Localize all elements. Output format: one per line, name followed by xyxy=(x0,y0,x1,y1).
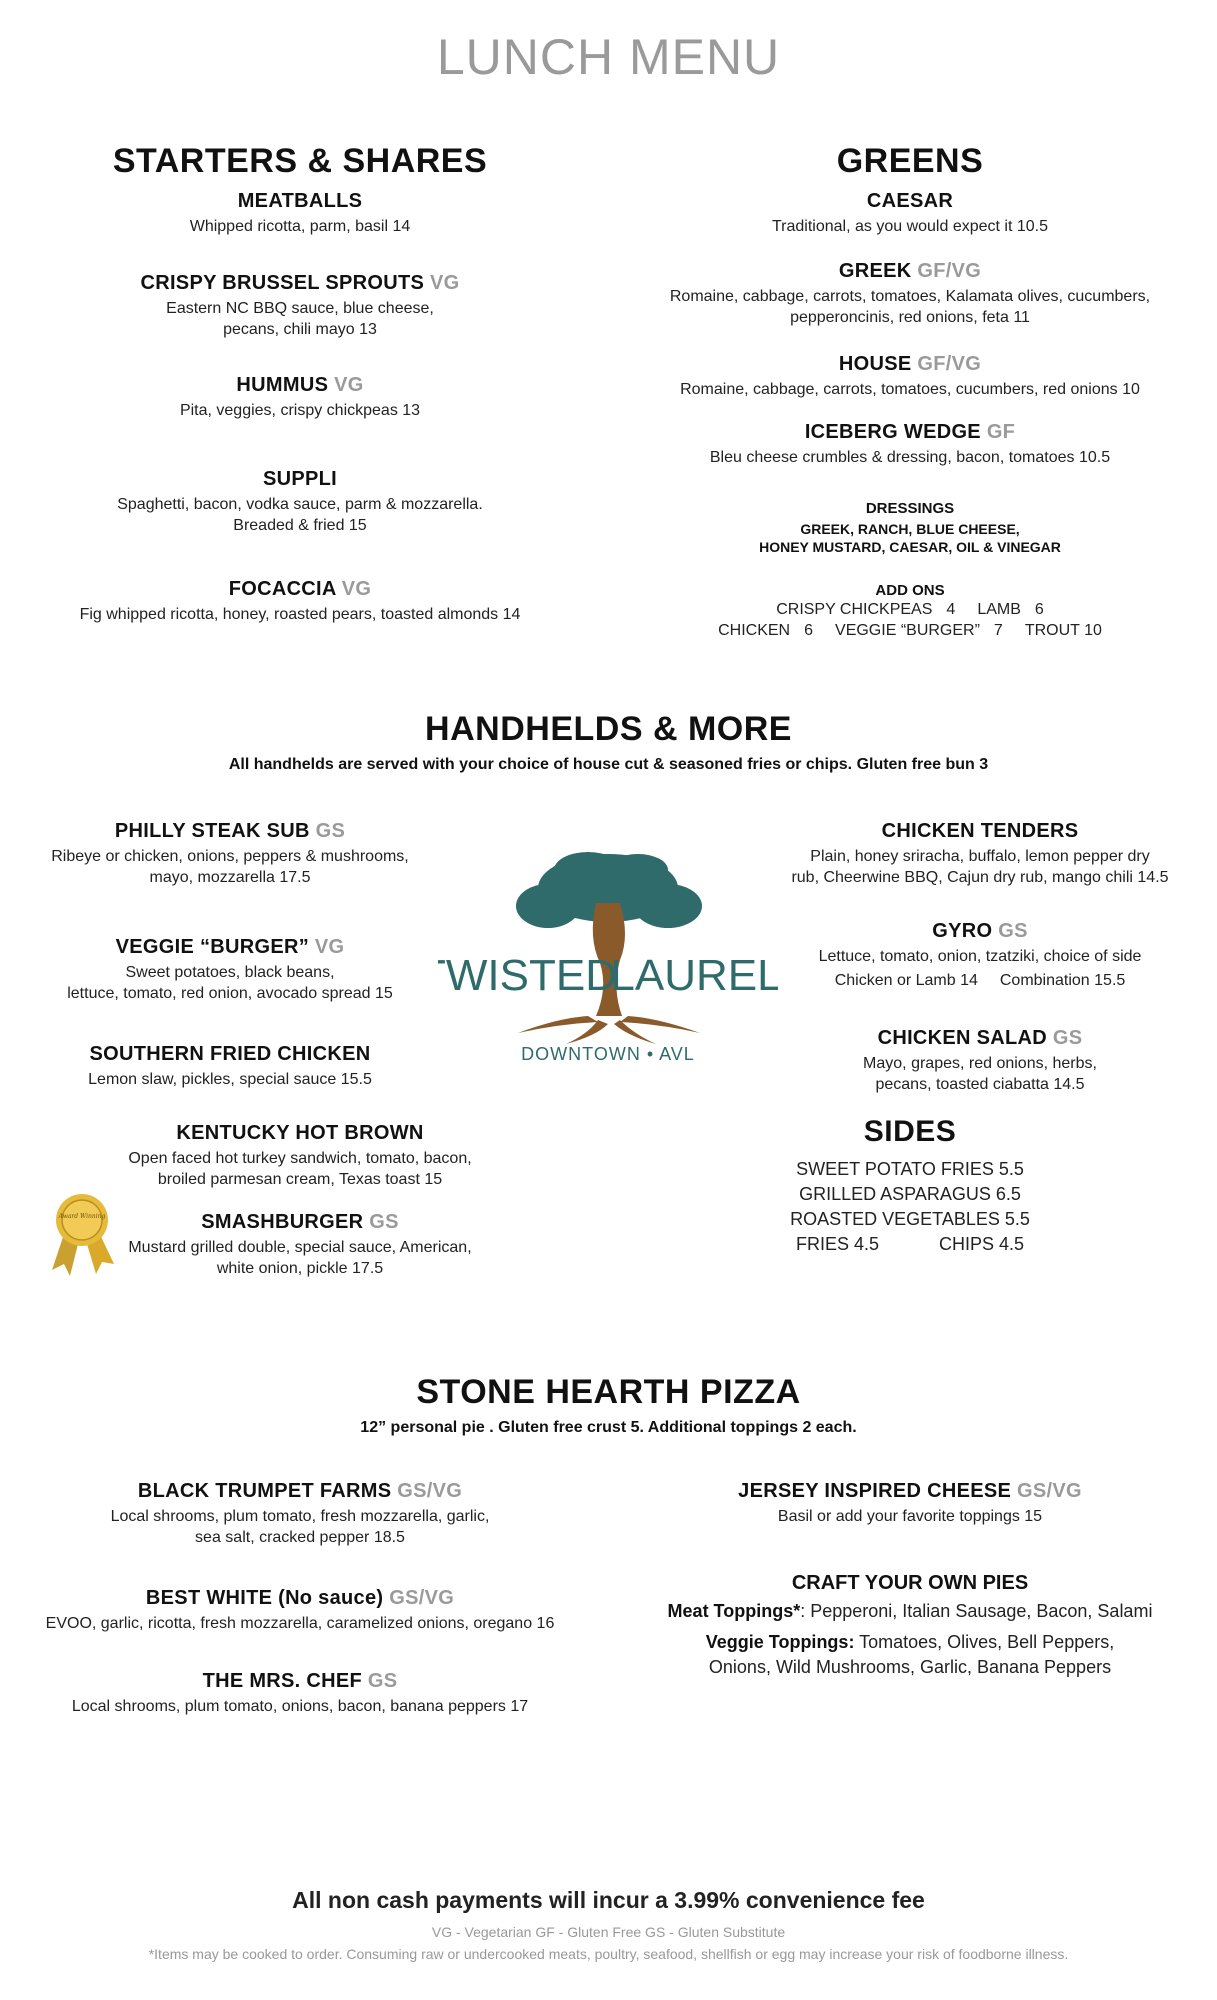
gyro-option: Combination 15.5 xyxy=(999,972,1126,989)
menu-item xyxy=(770,920,1190,991)
item-name: MEATBALLS xyxy=(237,190,363,212)
item-desc: mayo, mozzarella 17.5 xyxy=(149,869,311,886)
addon-price: 4 xyxy=(946,601,956,618)
veggie-toppings-label: Veggie Toppings: xyxy=(705,1632,855,1652)
addons-block xyxy=(630,582,1190,641)
item-desc: rub, Cheerwine BBQ, Cajun dry rub, mango chili 14.5 xyxy=(791,869,1169,886)
item-name: CHICKEN TENDERS xyxy=(881,820,1079,842)
side-item: FRIES 4.5 xyxy=(795,1234,879,1254)
item-desc: Whipped ricotta, parm, basil 14 xyxy=(189,218,411,235)
menu-item xyxy=(40,1480,560,1548)
menu-item xyxy=(630,190,1190,237)
menu-item xyxy=(10,1670,590,1717)
menu-item xyxy=(10,1587,590,1634)
item-desc: white onion, pickle 17.5 xyxy=(216,1260,384,1277)
diet-tag: GF/VG xyxy=(917,353,982,375)
page-title: LUNCH MENU xyxy=(436,29,781,85)
item-name: SMASHBURGER xyxy=(201,1211,364,1233)
logo-word-laurel: LAUREL xyxy=(610,951,778,1000)
item-desc: Sweet potatoes, black beans, xyxy=(125,964,335,981)
menu-item xyxy=(30,272,570,340)
menu-item xyxy=(20,820,440,888)
item-desc: Mayo, grapes, red onions, herbs, xyxy=(863,1055,1097,1072)
diet-tag: GS xyxy=(367,1670,398,1692)
menu-item xyxy=(20,936,440,1004)
item-name: KENTUCKY HOT BROWN xyxy=(176,1122,424,1144)
addon-price: 6 xyxy=(804,622,814,639)
veggie-toppings-list: Onions, Wild Mushrooms, Garlic, Banana Peppers xyxy=(708,1657,1112,1677)
item-desc: pepperoncinis, red onions, feta 11 xyxy=(790,309,1030,326)
item-name: HUMMUS xyxy=(236,374,329,396)
menu-item xyxy=(30,578,570,625)
item-name: PHILLY STEAK SUB xyxy=(114,820,310,842)
sides-heading: SIDES xyxy=(863,1115,957,1148)
item-name: CHICKEN SALAD xyxy=(877,1027,1048,1049)
addon-item: VEGGIE “BURGER” xyxy=(835,622,980,639)
logo-subtitle: DOWNTOWN • AVL xyxy=(521,1044,695,1064)
menu-item xyxy=(30,190,570,237)
item-name: HOUSE xyxy=(838,353,912,375)
starters-heading: STARTERS & SHARES xyxy=(112,142,488,180)
item-name: ICEBERG WEDGE xyxy=(804,421,981,443)
item-desc: Pita, veggies, crispy chickpeas 13 xyxy=(179,402,421,419)
item-desc: Local shrooms, plum tomato, fresh mozzarella, garlic, xyxy=(110,1508,490,1525)
item-name: VEGGIE “BURGER” xyxy=(115,936,310,958)
item-desc: Open faced hot turkey sandwich, tomato, bacon, xyxy=(128,1150,472,1167)
item-name: FOCACCIA xyxy=(228,578,336,600)
item-name: BLACK TRUMPET FARMS xyxy=(137,1480,392,1502)
item-desc: pecans, chili mayo 13 xyxy=(223,321,377,338)
diet-tag: GS xyxy=(1052,1027,1083,1049)
item-name: GYRO xyxy=(932,920,993,942)
addon-item: LAMB xyxy=(977,601,1021,618)
dressings-line: HONEY MUSTARD, CAESAR, OIL & VINEGAR xyxy=(759,539,1061,555)
menu-item xyxy=(630,260,1190,328)
item-desc: Traditional, as you would expect it 10.5 xyxy=(771,218,1048,235)
item-name: CRISPY BRUSSEL SPROUTS xyxy=(140,272,425,294)
menu-item xyxy=(770,820,1190,888)
item-name: CAESAR xyxy=(866,190,954,212)
item-desc: Romaine, cabbage, carrots, tomatoes, Kalamata olives, cucumbers, xyxy=(669,288,1151,305)
diet-tag: GS/VG xyxy=(397,1480,463,1502)
gyro-options xyxy=(770,970,1190,991)
item-desc: lettuce, tomato, red onion, avocado spread 15 xyxy=(67,985,393,1002)
side-item: ROASTED VEGETABLES 5.5 xyxy=(790,1209,1030,1229)
item-name: THE MRS. CHEF xyxy=(202,1670,363,1692)
side-item: CHIPS 4.5 xyxy=(938,1234,1025,1254)
menu-item xyxy=(20,1043,440,1090)
menu-item xyxy=(650,1480,1170,1527)
item-desc: Breaded & fried 15 xyxy=(233,517,367,534)
craft-block xyxy=(650,1572,1170,1680)
menu-item xyxy=(80,1122,520,1190)
item-desc: Mustard grilled double, special sauce, American, xyxy=(128,1239,472,1256)
addon-price: 6 xyxy=(1034,601,1044,618)
handhelds-heading: HANDHELDS & MORE xyxy=(425,710,792,748)
diet-tag: GS xyxy=(315,820,346,842)
item-desc: EVOO, garlic, ricotta, fresh mozzarella, caramelized onions, oregano 16 xyxy=(45,1615,555,1632)
diet-tag: GS xyxy=(998,920,1028,942)
item-desc: Basil or add your favorite toppings 15 xyxy=(777,1508,1043,1525)
twisted-laurel-logo xyxy=(438,848,778,1068)
meat-toppings-label: Meat Toppings* xyxy=(667,1601,801,1621)
addon-item: CRISPY CHICKPEAS xyxy=(776,601,933,618)
item-name: SOUTHERN FRIED CHICKEN xyxy=(89,1043,371,1065)
item-name: BEST WHITE (No sauce) xyxy=(145,1587,384,1609)
dressings-block xyxy=(630,500,1190,555)
ribbon-text: Award Winning xyxy=(58,1213,106,1220)
pizza-note: 12” personal pie . Gluten free crust 5. Additional toppings 2 each. xyxy=(360,1419,857,1436)
award-ribbon-icon xyxy=(44,1190,114,1280)
menu-item xyxy=(100,1211,500,1279)
meat-toppings-list: : Pepperoni, Italian Sausage, Bacon, Salami xyxy=(800,1601,1153,1621)
item-desc: Fig whipped ricotta, honey, roasted pears, toasted almonds 14 xyxy=(79,606,521,623)
convenience-fee: All non cash payments will incur a 3.99% convenience fee xyxy=(292,1887,925,1913)
item-desc: Lettuce, tomato, onion, tzatziki, choice of side xyxy=(818,948,1142,965)
diet-tag: GS/VG xyxy=(389,1587,455,1609)
side-item: SWEET POTATO FRIES 5.5 xyxy=(796,1159,1024,1179)
item-name: GREEK xyxy=(838,260,912,282)
food-disclaimer: *Items may be cooked to order. Consuming raw or undercooked meats, poultry, seafood, shellfish or egg may increase your risk of foodborne illness. xyxy=(148,1946,1069,1962)
item-desc: broiled parmesan cream, Texas toast 15 xyxy=(157,1171,443,1188)
veggie-toppings-list: Tomatoes, Olives, Bell Peppers, xyxy=(854,1632,1115,1652)
item-desc: Plain, honey sriracha, buffalo, lemon pepper dry xyxy=(810,848,1150,865)
pizza-heading: STONE HEARTH PIZZA xyxy=(416,1373,801,1411)
diet-tag: VG xyxy=(314,936,345,958)
item-desc: pecans, toasted ciabatta 14.5 xyxy=(875,1076,1085,1093)
item-name: JERSEY INSPIRED CHEESE xyxy=(738,1480,1012,1502)
diet-tag: GF/VG xyxy=(917,260,982,282)
greens-heading: GREENS xyxy=(836,142,984,180)
diet-legend: VG - Vegetarian GF - Gluten Free GS - Gluten Substitute xyxy=(431,1924,786,1940)
craft-heading: CRAFT YOUR OWN PIES xyxy=(791,1572,1029,1594)
addon-price: 7 xyxy=(993,622,1003,639)
addon-item: CHICKEN xyxy=(718,622,791,639)
item-desc: Local shrooms, plum tomato, onions, bacon, banana peppers 17 xyxy=(71,1698,529,1715)
dressings-line: GREEK, RANCH, BLUE CHEESE, xyxy=(800,521,1020,537)
diet-tag: VG xyxy=(341,578,372,600)
diet-tag: VG xyxy=(430,272,460,294)
dressings-label: DRESSINGS xyxy=(865,500,955,517)
menu-item xyxy=(30,374,570,421)
item-desc: Spaghetti, bacon, vodka sauce, parm & mozzarella. xyxy=(117,496,483,513)
addon-item: TROUT 10 xyxy=(1024,622,1102,639)
diet-tag: GS xyxy=(369,1211,399,1233)
menu-item xyxy=(630,421,1190,468)
menu-item xyxy=(770,1027,1190,1095)
sides-list xyxy=(760,1157,1060,1257)
diet-tag: VG xyxy=(334,374,364,396)
handhelds-note: All handhelds are served with your choice of house cut & seasoned fries or chips. Gluten free bun 3 xyxy=(228,756,989,773)
logo-word-twisted: TWISTED xyxy=(438,951,617,1000)
item-desc: Eastern NC BBQ sauce, blue cheese, xyxy=(166,300,434,317)
item-desc: Romaine, cabbage, carrots, tomatoes, cucumbers, red onions 10 xyxy=(680,381,1140,398)
item-desc: sea salt, cracked pepper 18.5 xyxy=(195,1529,405,1546)
side-item: GRILLED ASPARAGUS 6.5 xyxy=(799,1184,1021,1204)
item-name: SUPPLI xyxy=(262,468,338,490)
menu-item xyxy=(30,468,570,536)
diet-tag: GS/VG xyxy=(1017,1480,1082,1502)
gyro-option: Chicken or Lamb 14 xyxy=(834,972,978,989)
diet-tag: GF xyxy=(986,421,1016,443)
item-desc: Bleu cheese crumbles & dressing, bacon, tomatoes 10.5 xyxy=(709,449,1111,466)
menu-item xyxy=(630,353,1190,400)
item-desc: Lemon slaw, pickles, special sauce 15.5 xyxy=(88,1071,372,1088)
item-desc: Ribeye or chicken, onions, peppers & mushrooms, xyxy=(51,848,409,865)
addons-label: ADD ONS xyxy=(875,582,945,599)
